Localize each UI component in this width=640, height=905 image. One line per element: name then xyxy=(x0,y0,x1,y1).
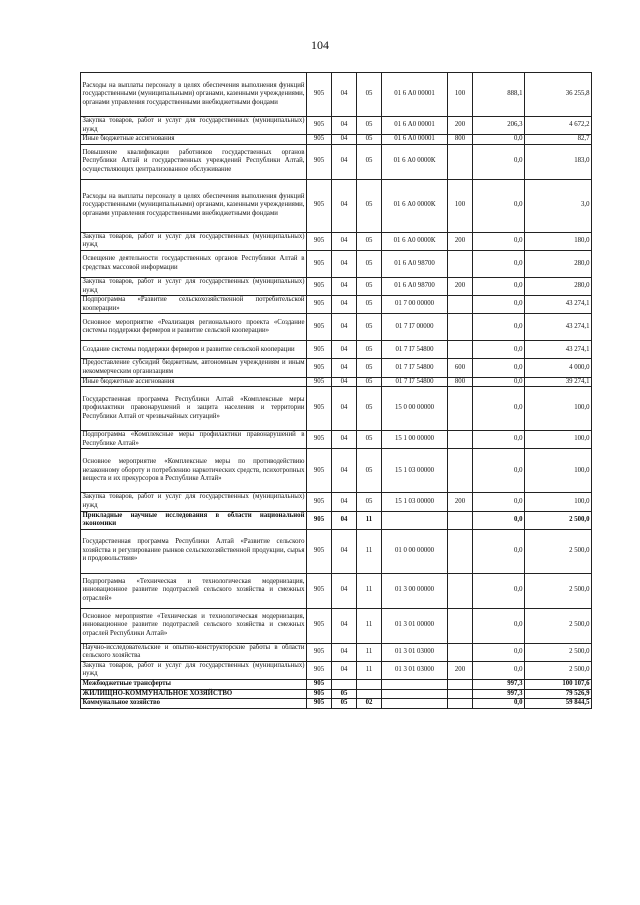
row-subsection: 05 xyxy=(357,73,382,117)
row-amount-1: 888,1 xyxy=(473,73,525,117)
row-section: 04 xyxy=(332,359,357,377)
table-row xyxy=(81,449,592,493)
row-subsection: 05 xyxy=(357,232,382,250)
row-section: 04 xyxy=(332,144,357,179)
table-row xyxy=(81,699,592,709)
row-admin-code: 905 xyxy=(307,179,332,232)
row-admin-code: 905 xyxy=(307,689,332,699)
row-subsection: 05 xyxy=(357,387,382,431)
row-name: Основное мероприятие «Реализация регионального проекта «Создание системы поддержки фермеров и развитие сельской кооперации» xyxy=(81,314,307,341)
row-expense-type: 200 xyxy=(448,661,473,679)
row-target-article: 15 0 00 00000 xyxy=(382,387,448,431)
row-admin-code: 905 xyxy=(307,277,332,295)
row-subsection: 02 xyxy=(357,699,382,709)
table-row xyxy=(81,511,592,529)
row-target-article: 01 6 А0 00001 xyxy=(382,135,448,145)
row-amount-2: 4 672,2 xyxy=(525,117,592,135)
row-amount-1: 0,0 xyxy=(473,529,525,573)
row-target-article: 01 6 А0 0000К xyxy=(382,232,448,250)
row-admin-code: 905 xyxy=(307,699,332,709)
row-subsection: 05 xyxy=(357,179,382,232)
row-expense-type xyxy=(448,431,473,449)
row-amount-2: 36 255,8 xyxy=(525,73,592,117)
row-amount-1: 0,0 xyxy=(473,144,525,179)
row-target-article: 01 3 00 00000 xyxy=(382,573,448,608)
table-row xyxy=(81,341,592,359)
row-expense-type: 200 xyxy=(448,493,473,511)
row-amount-1: 997,3 xyxy=(473,680,525,690)
row-name: Закупка товаров, работ и услуг для государственных (муниципальных) нужд xyxy=(81,232,307,250)
row-expense-type xyxy=(448,529,473,573)
row-target-article xyxy=(382,680,448,690)
row-expense-type xyxy=(448,449,473,493)
row-admin-code: 905 xyxy=(307,680,332,690)
row-admin-code: 905 xyxy=(307,661,332,679)
row-target-article xyxy=(382,689,448,699)
row-target-article: 01 6 А0 0000К xyxy=(382,144,448,179)
row-subsection: 11 xyxy=(357,511,382,529)
table-row xyxy=(81,179,592,232)
row-name: Повышение квалификации работников государственных органов Республики Алтай и государственных учреждений Республики Алтай, осуществляющих централизованное обслуживание xyxy=(81,144,307,179)
row-expense-type xyxy=(448,573,473,608)
row-expense-type xyxy=(448,314,473,341)
row-amount-1: 0,0 xyxy=(473,643,525,661)
row-amount-1: 0,0 xyxy=(473,179,525,232)
row-amount-1: 0,0 xyxy=(473,250,525,277)
row-amount-1: 0,0 xyxy=(473,699,525,709)
row-subsection: 11 xyxy=(357,573,382,608)
row-name: Прикладные научные исследования в области национальной экономики xyxy=(81,511,307,529)
row-amount-1: 0,0 xyxy=(473,314,525,341)
row-admin-code: 905 xyxy=(307,431,332,449)
row-subsection: 11 xyxy=(357,608,382,643)
row-section: 04 xyxy=(332,449,357,493)
row-expense-type xyxy=(448,144,473,179)
row-admin-code: 905 xyxy=(307,387,332,431)
table-row xyxy=(81,387,592,431)
row-amount-2: 100,0 xyxy=(525,387,592,431)
table-row xyxy=(81,277,592,295)
row-name: Предоставление субсидий бюджетным, автономным учреждениям и иным некоммерческим организациям xyxy=(81,359,307,377)
row-admin-code: 905 xyxy=(307,296,332,314)
table-row xyxy=(81,117,592,135)
row-section: 04 xyxy=(332,643,357,661)
row-name: Закупка товаров, работ и услуг для государственных (муниципальных) нужд xyxy=(81,277,307,295)
row-section: 04 xyxy=(332,117,357,135)
row-target-article: 15 1 00 00000 xyxy=(382,431,448,449)
row-subsection: 05 xyxy=(357,135,382,145)
row-amount-1: 0,0 xyxy=(473,277,525,295)
row-section xyxy=(332,680,357,690)
row-section: 04 xyxy=(332,135,357,145)
row-amount-1: 0,0 xyxy=(473,296,525,314)
row-subsection: 05 xyxy=(357,277,382,295)
row-amount-1: 0,0 xyxy=(473,431,525,449)
row-expense-type: 200 xyxy=(448,117,473,135)
row-expense-type: 100 xyxy=(448,73,473,117)
row-amount-2: 2 500,0 xyxy=(525,511,592,529)
table-row xyxy=(81,529,592,573)
row-section: 05 xyxy=(332,689,357,699)
row-section: 04 xyxy=(332,73,357,117)
row-section: 04 xyxy=(332,250,357,277)
row-name: Межбюджетные трансферты xyxy=(81,680,307,690)
row-amount-2: 280,0 xyxy=(525,250,592,277)
row-amount-2: 280,0 xyxy=(525,277,592,295)
row-amount-2: 180,0 xyxy=(525,232,592,250)
row-name: Государственная программа Республики Алтай «Комплексные меры профилактики правонарушений и защита населения и территории Республики Алтай от чрезвычайных ситуаций» xyxy=(81,387,307,431)
table-row xyxy=(81,573,592,608)
row-expense-type xyxy=(448,341,473,359)
row-amount-1: 206,3 xyxy=(473,117,525,135)
row-amount-2: 39 274,1 xyxy=(525,377,592,387)
row-target-article: 01 7 I7 54800 xyxy=(382,359,448,377)
row-target-article: 01 7 I7 54800 xyxy=(382,341,448,359)
row-section: 05 xyxy=(332,699,357,709)
row-admin-code: 905 xyxy=(307,493,332,511)
row-amount-1: 997,3 xyxy=(473,689,525,699)
table-row xyxy=(81,73,592,117)
row-subsection: 05 xyxy=(357,359,382,377)
row-amount-2: 2 500,0 xyxy=(525,643,592,661)
row-section: 04 xyxy=(332,179,357,232)
table-row xyxy=(81,493,592,511)
row-expense-type xyxy=(448,689,473,699)
row-amount-2: 100,0 xyxy=(525,431,592,449)
row-name: Создание системы поддержки фермеров и развитие сельской кооперации xyxy=(81,341,307,359)
row-amount-1: 0,0 xyxy=(473,135,525,145)
budget-table-body xyxy=(81,73,592,709)
row-amount-1: 0,0 xyxy=(473,493,525,511)
row-subsection: 05 xyxy=(357,144,382,179)
row-subsection: 11 xyxy=(357,643,382,661)
row-expense-type: 100 xyxy=(448,179,473,232)
row-admin-code: 905 xyxy=(307,359,332,377)
row-admin-code: 905 xyxy=(307,135,332,145)
row-target-article: 01 7 I7 00000 xyxy=(382,314,448,341)
row-subsection xyxy=(357,680,382,690)
row-expense-type xyxy=(448,296,473,314)
table-row xyxy=(81,144,592,179)
row-amount-1: 0,0 xyxy=(473,341,525,359)
row-subsection: 05 xyxy=(357,431,382,449)
row-section: 04 xyxy=(332,573,357,608)
row-target-article: 01 6 А0 00001 xyxy=(382,73,448,117)
row-name: Закупка товаров, работ и услуг для государственных (муниципальных) нужд xyxy=(81,661,307,679)
table-row xyxy=(81,377,592,387)
row-amount-2: 59 844,5 xyxy=(525,699,592,709)
table-row xyxy=(81,608,592,643)
row-name: Освещение деятельности государственных органов Республики Алтай в средствах массовой информации xyxy=(81,250,307,277)
row-expense-type xyxy=(448,387,473,431)
row-expense-type: 800 xyxy=(448,135,473,145)
row-amount-2: 100,0 xyxy=(525,449,592,493)
row-subsection: 05 xyxy=(357,250,382,277)
row-section: 04 xyxy=(332,387,357,431)
row-amount-1: 0,0 xyxy=(473,608,525,643)
row-subsection: 11 xyxy=(357,661,382,679)
row-amount-2: 43 274,1 xyxy=(525,341,592,359)
row-amount-1: 0,0 xyxy=(473,359,525,377)
row-name: Иные бюджетные ассигнования xyxy=(81,135,307,145)
row-target-article: 01 6 А0 00001 xyxy=(382,117,448,135)
row-amount-2: 43 274,1 xyxy=(525,296,592,314)
row-name: Расходы на выплаты персоналу в целях обеспечения выполнения функций государственными (муниципальными) органами, казенными учреждениями, органами управления государственными внебюджетными фондами xyxy=(81,73,307,117)
row-name: Государственная программа Республики Алтай «Развитие сельского хозяйства и регулирование рынков сельскохозяйственной продукции, сырья и продовольствия» xyxy=(81,529,307,573)
row-target-article: 01 6 А0 98700 xyxy=(382,250,448,277)
row-target-article: 01 7 I7 54800 xyxy=(382,377,448,387)
row-name: Коммунальное хозяйство xyxy=(81,699,307,709)
row-admin-code: 905 xyxy=(307,608,332,643)
row-amount-2: 2 500,0 xyxy=(525,661,592,679)
row-subsection: 05 xyxy=(357,341,382,359)
row-amount-1: 0,0 xyxy=(473,573,525,608)
row-amount-1: 0,0 xyxy=(473,449,525,493)
row-expense-type xyxy=(448,680,473,690)
row-section: 04 xyxy=(332,296,357,314)
row-name: Научно-исследовательские и опытно-конструкторские работы в области сельского хозяйства xyxy=(81,643,307,661)
row-subsection: 05 xyxy=(357,377,382,387)
row-admin-code: 905 xyxy=(307,529,332,573)
table-row xyxy=(81,314,592,341)
row-amount-2: 100,0 xyxy=(525,493,592,511)
row-target-article: 01 3 01 00000 xyxy=(382,608,448,643)
row-section: 04 xyxy=(332,661,357,679)
budget-table xyxy=(80,72,592,709)
row-expense-type: 600 xyxy=(448,359,473,377)
row-subsection: 05 xyxy=(357,314,382,341)
table-row xyxy=(81,689,592,699)
row-admin-code: 905 xyxy=(307,341,332,359)
row-amount-2: 100 107,6 xyxy=(525,680,592,690)
row-admin-code: 905 xyxy=(307,117,332,135)
row-amount-2: 82,7 xyxy=(525,135,592,145)
row-amount-1: 0,0 xyxy=(473,232,525,250)
row-name: Подпрограмма «Развитие сельскохозяйственной потребительской кооперации» xyxy=(81,296,307,314)
row-section: 04 xyxy=(332,431,357,449)
row-expense-type xyxy=(448,250,473,277)
row-expense-type: 200 xyxy=(448,277,473,295)
table-row xyxy=(81,431,592,449)
row-amount-1: 0,0 xyxy=(473,377,525,387)
row-amount-2: 3,0 xyxy=(525,179,592,232)
row-target-article: 01 3 01 03000 xyxy=(382,643,448,661)
row-expense-type xyxy=(448,608,473,643)
row-expense-type xyxy=(448,511,473,529)
row-section: 04 xyxy=(332,529,357,573)
row-amount-1: 0,0 xyxy=(473,387,525,431)
row-amount-2: 79 526,9 xyxy=(525,689,592,699)
row-target-article: 01 3 01 03000 xyxy=(382,661,448,679)
row-subsection: 11 xyxy=(357,529,382,573)
row-section: 04 xyxy=(332,493,357,511)
row-name: Подпрограмма «Техническая и технологическая модернизация, инновационное развитие подотраслей сельского хозяйства и смежных отраслей» xyxy=(81,573,307,608)
table-row xyxy=(81,359,592,377)
table-row xyxy=(81,643,592,661)
row-amount-2: 4 000,0 xyxy=(525,359,592,377)
table-row xyxy=(81,232,592,250)
row-target-article: 15 1 03 00000 xyxy=(382,493,448,511)
row-name: ЖИЛИЩНО-КОММУНАЛЬНОЕ ХОЗЯЙСТВО xyxy=(81,689,307,699)
row-subsection: 05 xyxy=(357,296,382,314)
row-admin-code: 905 xyxy=(307,314,332,341)
row-target-article: 15 1 03 00000 xyxy=(382,449,448,493)
row-admin-code: 905 xyxy=(307,232,332,250)
row-section: 04 xyxy=(332,608,357,643)
table-row xyxy=(81,250,592,277)
row-admin-code: 905 xyxy=(307,250,332,277)
row-admin-code: 905 xyxy=(307,377,332,387)
row-expense-type xyxy=(448,699,473,709)
row-admin-code: 905 xyxy=(307,449,332,493)
row-admin-code: 905 xyxy=(307,144,332,179)
row-name: Основное мероприятие «Техническая и технологическая модернизация, инновационное развитие подотраслей сельского хозяйства и смежных отраслей Республики Алтай» xyxy=(81,608,307,643)
row-expense-type xyxy=(448,643,473,661)
row-amount-2: 2 500,0 xyxy=(525,529,592,573)
row-admin-code: 905 xyxy=(307,73,332,117)
row-amount-2: 43 274,1 xyxy=(525,314,592,341)
row-target-article: 01 7 00 00000 xyxy=(382,296,448,314)
row-name: Закупка товаров, работ и услуг для государственных (муниципальных) нужд xyxy=(81,117,307,135)
table-row xyxy=(81,135,592,145)
row-target-article: 01 6 А0 98700 xyxy=(382,277,448,295)
row-admin-code: 905 xyxy=(307,643,332,661)
row-admin-code: 905 xyxy=(307,573,332,608)
table-row xyxy=(81,661,592,679)
row-subsection: 05 xyxy=(357,493,382,511)
row-expense-type: 800 xyxy=(448,377,473,387)
row-section: 04 xyxy=(332,377,357,387)
row-name: Закупка товаров, работ и услуг для государственных (муниципальных) нужд xyxy=(81,493,307,511)
row-target-article: 01 6 А0 0000К xyxy=(382,179,448,232)
row-subsection xyxy=(357,689,382,699)
table-row xyxy=(81,680,592,690)
row-target-article xyxy=(382,699,448,709)
row-section: 04 xyxy=(332,232,357,250)
row-amount-1: 0,0 xyxy=(473,661,525,679)
table-row xyxy=(81,296,592,314)
row-name: Расходы на выплаты персоналу в целях обеспечения выполнения функций государственными (муниципальными) органами, казенными учреждениями, органами управления государственными внебюджетными фондами xyxy=(81,179,307,232)
row-amount-2: 2 500,0 xyxy=(525,608,592,643)
row-amount-2: 183,0 xyxy=(525,144,592,179)
row-name: Подпрограмма «Комплексные меры профилактики правонарушений в Республике Алтай» xyxy=(81,431,307,449)
row-amount-1: 0,0 xyxy=(473,511,525,529)
row-name: Иные бюджетные ассигнования xyxy=(81,377,307,387)
row-expense-type: 200 xyxy=(448,232,473,250)
row-target-article xyxy=(382,511,448,529)
row-subsection: 05 xyxy=(357,117,382,135)
row-amount-2: 2 500,0 xyxy=(525,573,592,608)
row-target-article: 01 0 00 00000 xyxy=(382,529,448,573)
row-section: 04 xyxy=(332,314,357,341)
page-number: 104 xyxy=(311,38,329,52)
row-name: Основное мероприятие «Комплексные меры по противодействию незаконному обороту и потреблению наркотических средств, психотропных веществ и их прекурсоров в Республике Алтай» xyxy=(81,449,307,493)
row-section: 04 xyxy=(332,511,357,529)
row-admin-code: 905 xyxy=(307,511,332,529)
row-section: 04 xyxy=(332,341,357,359)
row-subsection: 05 xyxy=(357,449,382,493)
row-section: 04 xyxy=(332,277,357,295)
